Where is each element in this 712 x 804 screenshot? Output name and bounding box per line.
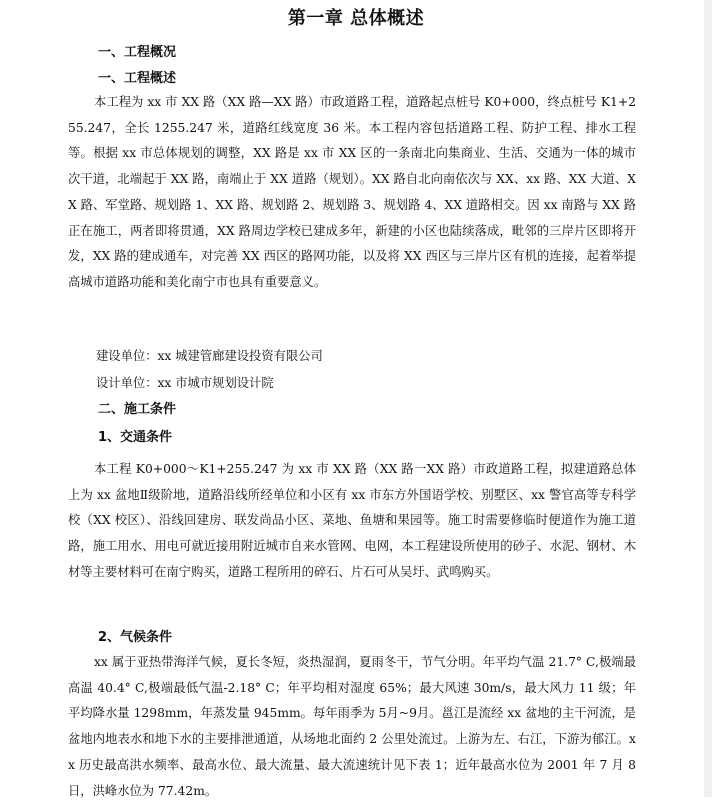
builder-unit-line: 建设单位：xx 城建管廊建设投资有限公司 bbox=[96, 349, 323, 363]
traffic-conditions-paragraph: 本工程 K0+000～K1+255.247 为 xx 市 XX 路（XX 路一XX 路）市政道路工程，拟建道路总体上为 xx 盆地Ⅱ级阶地，道路沿线所经单位和小区有 xx 市东方外国语学校、别墅区、xx 警官高等专科学校（XX 校区）、沿线回建房、联发尚品小区、菜地、鱼塘和果园等。施工时需要修临时便道作为施工道路，施工用水、用电可就近接用附近城市自来水管网、电网，本工程建设所使用的砂子、水泥、钢材、木材等主要材料可在南宁购买，道路工程所用的碎石、片石可从吴圩、武鸣购买。 bbox=[68, 462, 636, 579]
climate-conditions-paragraph: xx 属于亚热带海洋气候，夏长冬短，炎热湿润，夏雨冬干，节气分明。年平均气温 21.7° C,极端最高温 40.4° C,极端最低气温-2.18° C；年平均相对湿度 65%；最大风速 30m/s，最大风力 11 级；年平均降水量 1298mm，年蒸发量 945mm。每年雨季为 5月~9月。邕江是流经 xx 盆地的主干河流，是盆地内地表水和地下水的主要排泄通道，从场地北面约 2 公里处流过。上游为左、右江，下游为郁江。xx 历史最高洪水频率、最高水位、最大流量、最大流速统计见下表 1；近年最高水位为 2001 年 7 月 8 日，洪峰水位为 77.42m。 bbox=[68, 655, 636, 798]
section-heading-construction-conditions: 二、施工条件 bbox=[98, 402, 177, 417]
subsection-heading-climate-conditions: 2、气候条件 bbox=[98, 630, 173, 645]
subsection-heading-traffic-conditions: 1、交通条件 bbox=[98, 430, 173, 445]
subsection-heading-project-summary: 一、工程概述 bbox=[98, 71, 177, 86]
page-edge bbox=[704, 0, 712, 797]
section-heading-project-overview: 一、工程概况 bbox=[98, 45, 177, 60]
project-overview-paragraph: 本工程为 xx 市 XX 路（XX 路—XX 路）市政道路工程，道路起点桩号 K0+000，终点桩号 K1+255.247，全长 1255.247 米，道路红线宽度 36 米。本工程内容包括道路工程、防护工程、排水工程等。根据 xx 市总体规划的调整，XX 路是 xx 市 XX 区的一条南北向集商业、生活、交通为一体的城市次干道，北端起于 XX 路，南端止于 XX 道路（规划）。XX 路自北向南依次与 XX、xx 路、XX 大道、XX 路、军堂路、规划路 1、XX 路、规划路 2、规划路 3、规划路 4、XX 道路相交。因 xx 南路与 XX 路正在施工，两者即将贯通，XX 路周边学校已建成多年，新建的小区也陆续落成，毗邻的三岸片区即将开发，XX 路的建成通车，对完善 XX 西区的路网功能，以及将 XX 西区与三岸片区有机的连接，起着举提高城市道路功能和美化南宁市也具有重要意义。 bbox=[68, 95, 636, 289]
chapter-title: 第一章 总体概述 bbox=[287, 8, 425, 29]
designer-unit-line: 设计单位：xx 市城市规划设计院 bbox=[96, 376, 274, 390]
